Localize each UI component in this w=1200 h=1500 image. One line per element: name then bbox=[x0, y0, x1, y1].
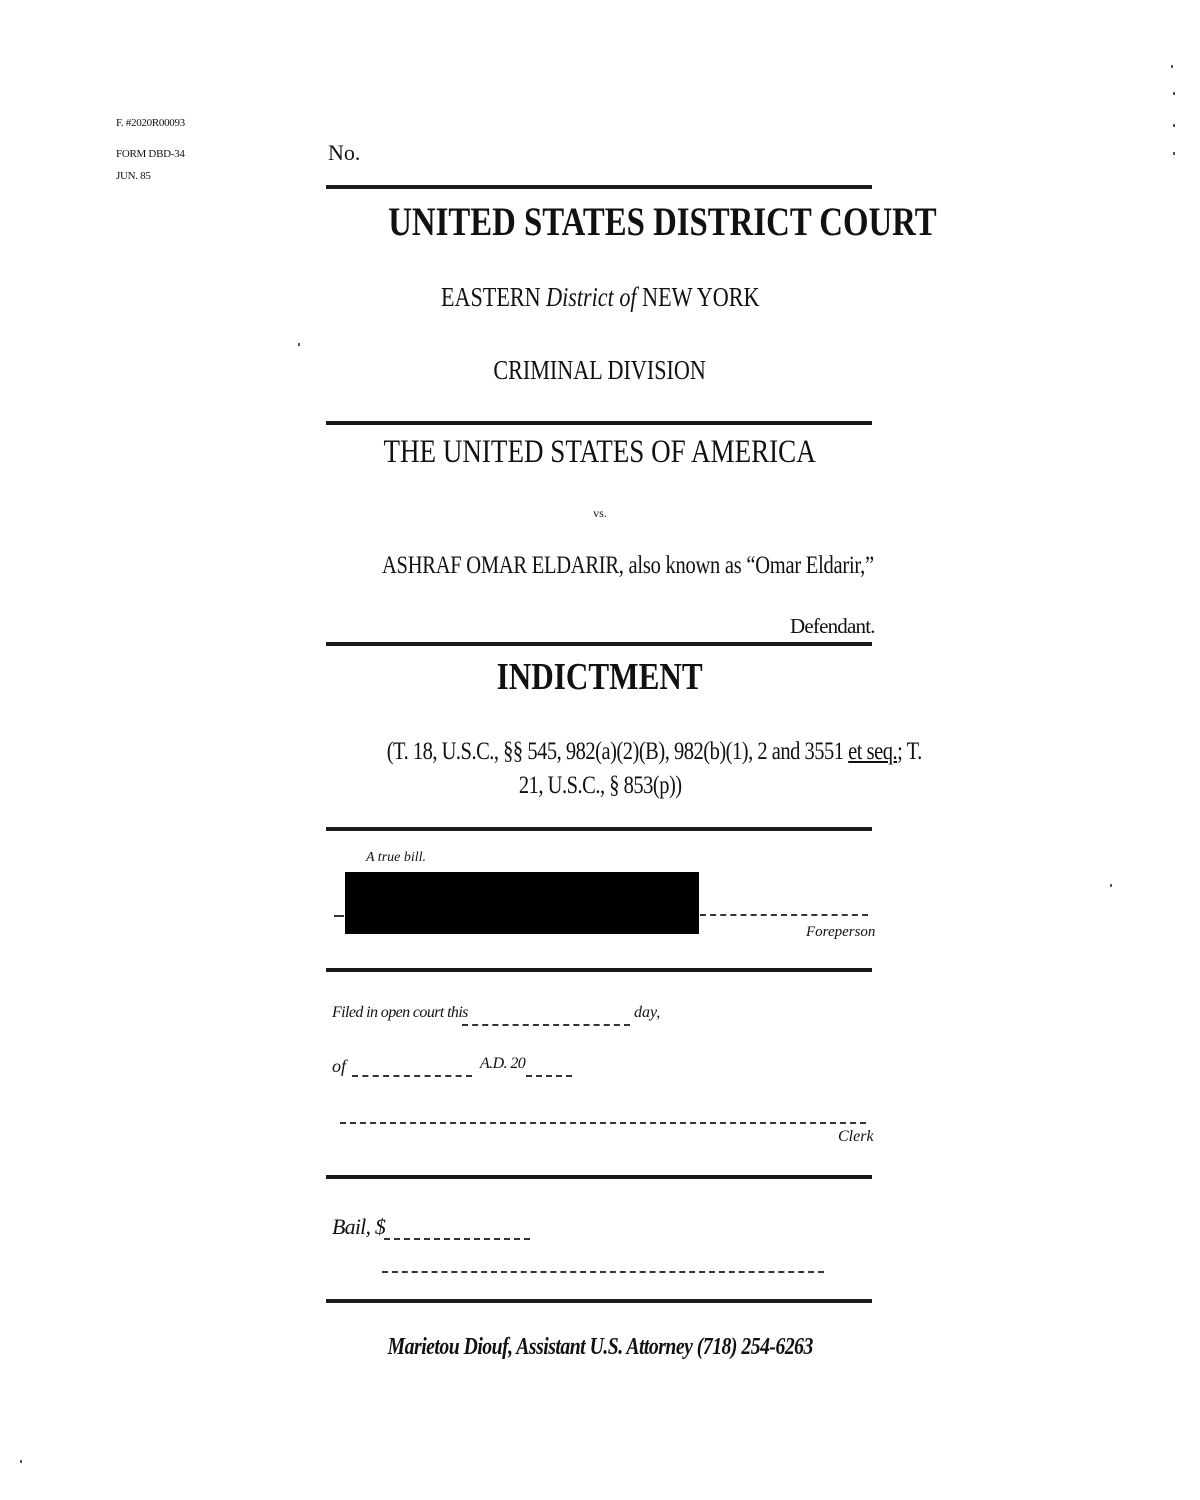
rule-parties bbox=[326, 642, 872, 646]
district-suffix: NEW YORK bbox=[641, 282, 760, 312]
district-prefix: EASTERN bbox=[440, 282, 541, 312]
statutes-line-1: (T. 18, U.S.C., §§ 545, 982(a)(2)(B), 982(b)(1), 2 and 3551 et seq.; T. bbox=[386, 738, 922, 765]
signature-tick bbox=[334, 915, 344, 917]
filed-label: Filed in open court this bbox=[332, 1004, 468, 1021]
scan-speck bbox=[1173, 152, 1175, 155]
clerk-signature-line bbox=[340, 1122, 866, 1124]
bail-label: Bail, $ bbox=[332, 1214, 386, 1239]
scan-speck bbox=[1171, 65, 1173, 68]
rule-statutes bbox=[326, 827, 872, 831]
rule-division bbox=[326, 421, 872, 425]
foreperson-signature-line bbox=[700, 914, 868, 916]
court-name: UNITED STATES DISTRICT COURT bbox=[388, 199, 937, 244]
form-date: JUN. 85 bbox=[116, 170, 151, 182]
rule-true-bill bbox=[326, 968, 872, 972]
division: CRIMINAL DIVISION bbox=[493, 355, 707, 385]
district-line bbox=[328, 282, 872, 313]
rule-bail bbox=[326, 1299, 872, 1303]
foreperson-label: Foreperson bbox=[806, 924, 876, 940]
document-title: INDICTMENT bbox=[496, 656, 704, 698]
true-bill-label: A true bill. bbox=[366, 850, 427, 865]
defendant-name: ASHRAF OMAR ELDARIR, also known as “Omar Eldarir,” bbox=[381, 552, 874, 579]
bail-signature-line bbox=[382, 1271, 824, 1273]
scan-speck bbox=[1110, 884, 1112, 887]
versus: vs. bbox=[593, 506, 607, 520]
scan-speck bbox=[298, 343, 300, 346]
filed-day-line bbox=[462, 1024, 630, 1026]
ad-label: A.D. 20 bbox=[480, 1055, 526, 1072]
scan-speck bbox=[20, 1460, 22, 1463]
bail-amount-line bbox=[384, 1238, 530, 1240]
attorney-line: Marietou Diouf, Assistant U.S. Attorney (718) 254-6263 bbox=[387, 1334, 813, 1360]
defendant-label: Defendant. bbox=[790, 614, 875, 638]
month-line bbox=[352, 1075, 472, 1077]
rule-top bbox=[326, 185, 872, 189]
year-line bbox=[526, 1075, 572, 1077]
district-word: District of bbox=[545, 282, 637, 312]
clerk-label: Clerk bbox=[838, 1128, 874, 1145]
statutes-line-2: 21, U.S.C., § 853(p)) bbox=[518, 772, 682, 799]
day-label: day, bbox=[634, 1004, 661, 1021]
case-file-number: F. #2020R00093 bbox=[116, 117, 185, 129]
statutes-et-seq: et seq. bbox=[848, 738, 898, 765]
rule-filing bbox=[326, 1175, 872, 1179]
case-number-label: No. bbox=[328, 140, 361, 165]
of-label: of bbox=[332, 1056, 347, 1076]
scan-speck bbox=[1173, 92, 1175, 95]
plaintiff: THE UNITED STATES OF AMERICA bbox=[383, 434, 817, 470]
redaction-box bbox=[345, 872, 699, 934]
form-number: FORM DBD-34 bbox=[116, 148, 185, 160]
scan-speck bbox=[1173, 124, 1175, 127]
